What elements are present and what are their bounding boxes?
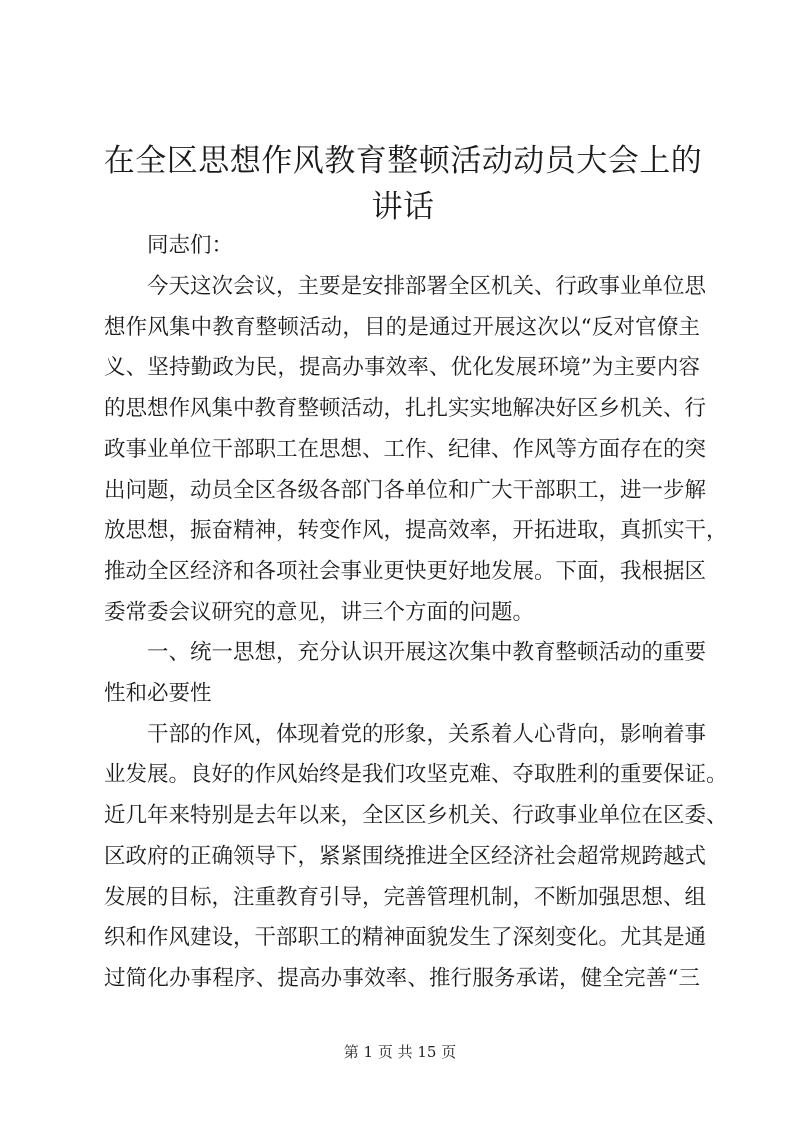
body-line: 委常委会议研究的意见，讲三个方面的问题。 [104, 600, 535, 625]
body-line: 业发展。良好的作风始终是我们攻坚克难、夺取胜利的重要保证。 [104, 762, 728, 787]
body-line: 推动全区经济和各项社会事业更快更好地发展。下面，我根据区 [104, 559, 707, 584]
body-line: 近几年来特别是去年以来，全区区乡机关、行政事业单位在区委、 [104, 803, 728, 828]
body-line: 发展的目标，注重教育引导，完善管理机制，不断加强思想、组 [104, 885, 707, 910]
salutation-line: 同志们： [147, 233, 234, 258]
body-line: 政事业单位干部职工在思想、工作、纪律、作风等方面存在的突 [104, 437, 707, 462]
section-heading-line: 性和必要性 [104, 681, 212, 706]
body-line: 义、坚持勤政为民，提高办事效率、优化发展环境”为主要内容 [104, 355, 700, 380]
body-line: 出问题，动员全区各级各部门各单位和广大干部职工，进一步解 [104, 478, 707, 503]
body-line: 放思想，振奋精神，转变作风，提高效率，开拓进取，真抓实干， [104, 518, 728, 543]
body-line: 织和作风建设，干部职工的精神面貌发生了深刻变化。尤其是通 [104, 925, 707, 950]
body-line: 想作风集中教育整顿活动，目的是通过开展这次以“反对官僚主 [104, 315, 700, 340]
body-line: 干部的作风，体现着党的形象，关系着人心背向，影响着事 [147, 722, 707, 747]
page-number-footer: 第 1 页 共 15 页 [343, 1043, 457, 1061]
body-line: 的思想作风集中教育整顿活动，扎扎实实地解决好区乡机关、行 [104, 396, 707, 421]
section-heading-line: 一、统一思想，充分认识开展这次集中教育整顿活动的重要 [147, 640, 707, 665]
body-line: 今天这次会议，主要是安排部署全区机关、行政事业单位思 [147, 274, 707, 299]
body-line: 区政府的正确领导下，紧紧围绕推进全区经济社会超常规跨越式 [104, 844, 707, 869]
document-title: 在全区思想作风教育整顿活动动员大会上的讲话 [103, 143, 703, 225]
body-line: 过简化办事程序、提高办事效率、推行服务承诺，健全完善“三 [104, 966, 700, 991]
